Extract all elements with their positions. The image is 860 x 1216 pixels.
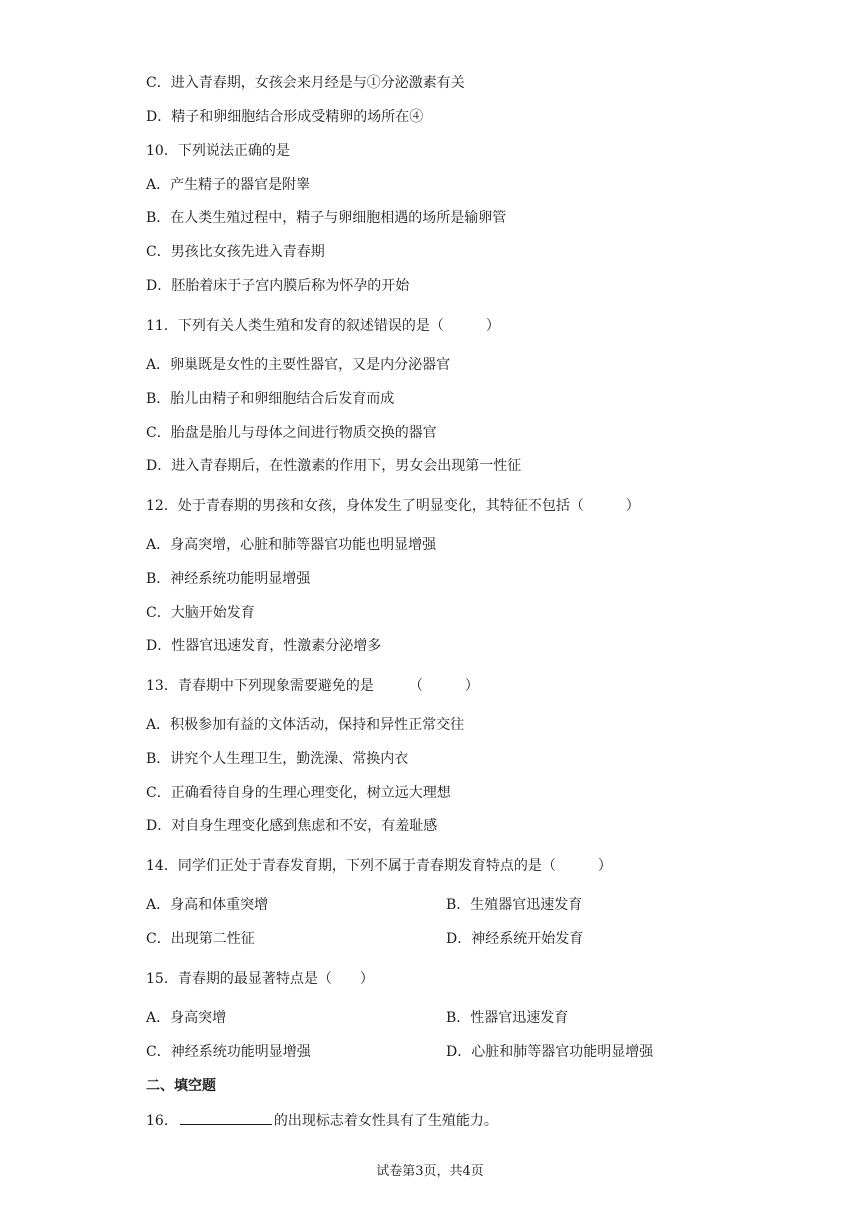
q12-option-d: D．性器官迅速发育，性激素分泌增多 — [146, 638, 382, 654]
q16-answer-blank — [180, 1110, 272, 1125]
q15-option-b: B．性器官迅速发育 — [446, 1010, 569, 1026]
q11-option-c: C．胎盘是胎儿与母体之间进行物质交换的器官 — [146, 425, 437, 441]
q12-option-b: B．神经系统功能明显增强 — [146, 571, 311, 587]
q12-option-c: C．大脑开始发育 — [146, 605, 255, 621]
q11-option-d: D．进入青春期后，在性激素的作用下，男女会出现第一性征 — [146, 458, 522, 474]
q15-option-d: D．心脏和肺等器官功能明显增强 — [446, 1044, 654, 1060]
question-10: 10．下列说法正确的是 — [146, 143, 290, 159]
q16-text: 的出现标志着女性具有了生殖能力。 — [273, 1113, 498, 1129]
q16-number: 16． — [146, 1113, 178, 1129]
q10-option-b: B．在人类生殖过程中，精子与卵细胞相遇的场所是输卵管 — [146, 210, 507, 226]
page-footer: 试卷第3页，共4页 — [376, 1164, 484, 1179]
section-heading-fill-in: 二、填空题 — [146, 1078, 216, 1094]
q13-option-b: B．讲究个人生理卫生，勤洗澡、常换内衣 — [146, 751, 409, 767]
q10-option-d: D．胚胎着床于子宫内膜后称为怀孕的开始 — [146, 278, 410, 294]
q15-option-c: C．神经系统功能明显增强 — [146, 1044, 311, 1060]
question-15: 15．青春期的最显著特点是（ ） — [146, 971, 374, 987]
q11-option-a: A．卵巢既是女性的主要性器官，又是内分泌器官 — [146, 357, 451, 373]
q15-option-a: A．身高突增 — [146, 1010, 227, 1026]
question-11: 11．下列有关人类生殖和发育的叙述错误的是（ ） — [146, 318, 500, 334]
q12-option-a: A．身高突增，心脏和肺等器官功能也明显增强 — [146, 537, 437, 553]
q14-option-d: D．神经系统开始发育 — [446, 931, 584, 947]
question-16 — [146, 1110, 498, 1131]
q14-option-a: A．身高和体重突增 — [146, 897, 269, 913]
q13-option-a: A．积极参加有益的文体活动，保持和异性正常交往 — [146, 717, 465, 733]
q14-option-b: B．生殖器官迅速发育 — [446, 897, 583, 913]
q13-option-d: D．对自身生理变化感到焦虑和不安，有羞耻感 — [146, 818, 438, 834]
q13-option-c: C．正确看待自身的生理心理变化，树立远大理想 — [146, 785, 451, 801]
question-13: 13．青春期中下列现象需要避免的是 （ ） — [146, 678, 479, 694]
q14-option-c: C．出现第二性征 — [146, 931, 255, 947]
q9-option-d: D．精子和卵细胞结合形成受精卵的场所在④ — [146, 109, 424, 125]
question-12: 12．处于青春期的男孩和女孩，身体发生了明显变化，其特征不包括（ ） — [146, 498, 640, 514]
q10-option-c: C．男孩比女孩先进入青春期 — [146, 244, 325, 260]
q10-option-a: A．产生精子的器官是附睾 — [146, 177, 311, 193]
question-14: 14．同学们正处于青春发育期，下列不属于青春期发育特点的是（ ） — [146, 858, 612, 874]
q11-option-b: B．胎儿由精子和卵细胞结合后发育而成 — [146, 391, 395, 407]
q9-option-c: C．进入青春期，女孩会来月经是与①分泌激素有关 — [146, 75, 465, 91]
